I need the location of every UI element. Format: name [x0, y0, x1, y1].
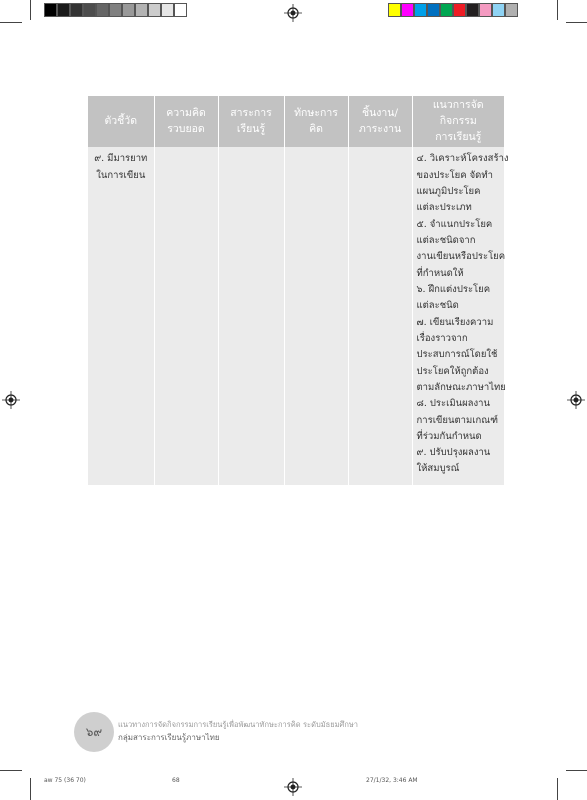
color-swatch [414, 3, 427, 17]
gray-swatch [174, 3, 187, 17]
gray-swatch [122, 3, 135, 17]
column-header [154, 96, 218, 147]
column-header-line: รวบยอด [167, 122, 205, 135]
activity-line: ๖. ฝึกแต่งประโยค [416, 283, 491, 295]
column-header [348, 96, 412, 147]
color-swatch [440, 3, 453, 17]
activity-line: การเขียนตามเกณฑ์ [416, 414, 498, 426]
activity-line: ที่กำหนดให้ [416, 267, 464, 279]
concept-cell [154, 147, 218, 485]
page-number: ๖๙ [85, 724, 103, 739]
gray-swatch [161, 3, 174, 17]
gray-swatch [148, 3, 161, 17]
column-header [284, 96, 348, 147]
activity-line: แต่ละชนิดจาก [416, 234, 476, 246]
task-cell [348, 147, 412, 485]
column-header-line: การเรียนรู้ [435, 130, 482, 143]
slug-datetime: 27/1/32, 3:46 AM [366, 777, 418, 784]
color-swatch [401, 3, 414, 17]
thinking-skill-cell [284, 147, 348, 485]
column-header-line: สาระการเรียนรู้ [230, 106, 272, 135]
activity-line: ของประโยค จัดทำ [416, 169, 493, 181]
color-swatch [505, 3, 518, 17]
gray-swatch [109, 3, 122, 17]
activity-line: ๕. จำแนกประโยค [416, 218, 493, 230]
activity-line: แผนภูมิประโยค [416, 185, 481, 197]
activity-line: ๙. ปรับปรุงผลงาน [416, 447, 491, 459]
slug-file: aw 75 (36 70) [44, 777, 86, 784]
indicator-line: ๙. มีมารยาท [94, 153, 148, 165]
column-header [88, 96, 154, 147]
activity-line: แต่ละประเภท [416, 202, 472, 214]
column-header-line: ภาระงาน [358, 122, 402, 135]
gray-swatch [70, 3, 83, 17]
activity-line: ให้สมบูรณ์ [416, 463, 460, 475]
indicator-cell [88, 147, 154, 485]
color-swatch [479, 3, 492, 17]
gray-swatch [44, 3, 57, 17]
column-header-line: ทักษะการคิด [294, 106, 338, 135]
crop-mark [557, 778, 558, 800]
color-bar [388, 3, 518, 17]
column-header-line: ความคิด [166, 106, 206, 119]
crop-mark [0, 770, 22, 771]
page-number-badge [74, 712, 114, 752]
color-swatch [388, 3, 401, 17]
footer-book-title: แนวทางการจัดกิจกรรมการเรียนรู้เพื่อพัฒนาทักษะการคิด ระดับมัธยมศึกษา [118, 720, 359, 729]
curriculum-table [88, 96, 509, 485]
column-header-line: แนวการจัดกิจกรรม [432, 99, 484, 127]
color-swatch [492, 3, 505, 17]
activity-line: เรื่องราวจาก [416, 332, 468, 344]
grayscale-bar [44, 3, 187, 17]
activity-line: ประโยคให้ถูกต้อง [416, 365, 489, 377]
activity-line: ประสบการณ์โดยใช้ [416, 349, 498, 361]
gray-swatch [135, 3, 148, 17]
gray-swatch [96, 3, 109, 17]
gray-swatch [83, 3, 96, 17]
crop-mark [557, 0, 558, 20]
slug-page: 68 [172, 777, 180, 784]
column-header-line: ชิ้นงาน/ [361, 106, 399, 119]
footer-subject: กลุ่มสาระการเรียนรู้ภาษาไทย [118, 733, 220, 742]
content-cell [218, 147, 284, 485]
column-header [412, 96, 504, 147]
column-header [218, 96, 284, 147]
table-row [88, 147, 504, 485]
activity-line: ๘. ประเมินผลงาน [416, 398, 490, 410]
activity-line: แต่ละชนิด [416, 300, 459, 312]
activity-cell [412, 147, 509, 485]
color-swatch [466, 3, 479, 17]
gray-swatch [57, 3, 70, 17]
crop-mark [30, 778, 31, 800]
registration-mark-icon [284, 4, 302, 22]
table-header-row [88, 96, 504, 147]
color-swatch [427, 3, 440, 17]
activity-line: งานเขียนหรือประโยค [416, 251, 506, 263]
activity-line: ๔. วิเคราะห์โครงสร้าง [416, 153, 509, 165]
color-swatch [453, 3, 466, 17]
activity-line: ที่ร่วมกันกำหนด [416, 430, 482, 442]
crop-mark [30, 0, 31, 20]
registration-mark-icon [284, 778, 302, 796]
activity-line: ตามลักษณะภาษาไทย [416, 381, 506, 393]
registration-mark-icon [567, 391, 585, 409]
activity-line: ๗. เขียนเรียงความ [416, 316, 494, 328]
indicator-line: ในการเขียน [96, 169, 146, 181]
crop-mark [0, 22, 22, 23]
crop-mark [566, 22, 587, 23]
column-header-line: ตัวชี้วัด [104, 114, 138, 127]
crop-mark [566, 770, 587, 771]
registration-mark-icon [2, 391, 20, 409]
